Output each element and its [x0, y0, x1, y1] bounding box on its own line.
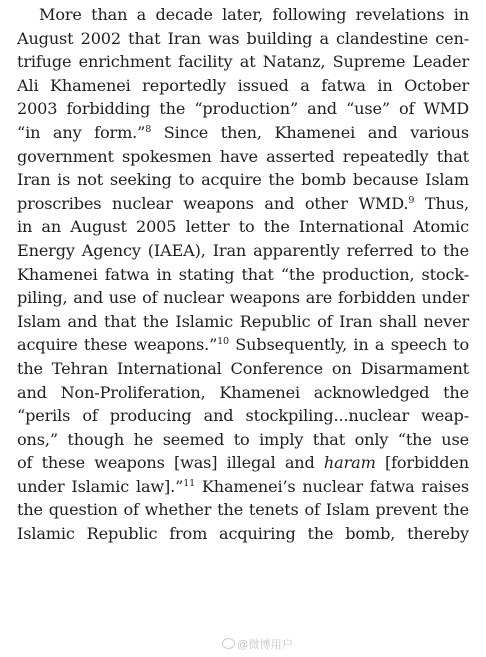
text-segment: proscribes nuclear weapons and other WMD. — [17, 193, 409, 213]
text-line — [17, 50, 469, 74]
watermark — [222, 636, 293, 652]
text-line — [17, 27, 469, 51]
text-line — [17, 97, 469, 121]
watermark-text: @微博用户 — [237, 639, 294, 651]
text-segment: acquire these weapons.” — [17, 335, 218, 355]
text-segment: More than a decade later, following revelations in — [39, 5, 469, 24]
italic-term: haram — [323, 453, 376, 473]
text-segment: trifuge enrichment facility at Natanz, Supreme Leader — [17, 52, 469, 72]
text-segment: government spokesmen have asserted repeatedly that — [17, 146, 469, 166]
text-segment: Iran is not seeking to acquire the bomb because Islam — [17, 170, 469, 190]
text-segment: Khamenei’s nuclear fatwa raises — [195, 476, 469, 496]
text-line — [17, 121, 469, 145]
text-line — [17, 475, 469, 499]
text-segment: Islam and that the Islamic Republic of Iran shall never — [17, 311, 469, 331]
text-segment: “perils of producing and stockpiling...nuclear weap- — [17, 406, 469, 426]
text-segment: “in any form.” — [17, 122, 146, 142]
text-segment: [forbidden — [375, 453, 469, 473]
text-line — [17, 3, 469, 27]
text-segment: Thus, — [414, 193, 469, 213]
text-segment: the question of whether the tenets of Islam prevent the — [17, 500, 469, 520]
text-segment: under Islamic law].” — [17, 476, 184, 496]
text-segment: ons,” though he seemed to imply that only “the use — [17, 429, 469, 449]
text-line — [17, 522, 469, 546]
text-segment: Energy Agency (IAEA), Iran apparently referred to the — [17, 240, 469, 260]
text-line — [17, 451, 469, 475]
text-segment: and Non-Proliferation, Khamenei acknowledged the — [17, 382, 469, 402]
text-line — [17, 286, 469, 310]
text-line — [17, 381, 469, 405]
body-paragraph — [17, 3, 469, 546]
text-line — [17, 145, 469, 169]
text-segment: of these weapons [was] illegal and — [17, 453, 324, 473]
text-segment: Islamic Republic from acquiring the bomb, thereby — [17, 524, 469, 544]
text-segment: Subsequently, in a speech to — [228, 335, 469, 355]
text-line — [17, 74, 469, 98]
text-line — [17, 168, 469, 192]
footnote-marker: 11 — [183, 477, 195, 489]
text-line — [17, 310, 469, 334]
footnote-marker: 9 — [408, 194, 415, 206]
text-segment: in an August 2005 letter to the International Atomic — [17, 217, 469, 237]
text-line — [17, 404, 469, 428]
text-segment: the Tehran International Conference on Disarmament — [17, 358, 469, 378]
text-line — [17, 357, 469, 381]
text-segment: Since then, Khamenei and various — [151, 122, 469, 142]
text-line — [17, 498, 469, 522]
text-line — [17, 333, 469, 357]
footnote-marker: 10 — [217, 336, 229, 348]
text-line — [17, 215, 469, 239]
text-segment: 2003 forbidding the “production” and “use” of WMD — [17, 99, 469, 119]
text-segment: August 2002 that Iran was building a clandestine cen- — [17, 28, 469, 48]
document-page — [17, 0, 469, 546]
text-segment: Khamenei fatwa in stating that “the production, stock- — [17, 264, 469, 284]
text-line — [17, 263, 469, 287]
text-segment: Ali Khamenei reportedly issued a fatwa in October — [17, 75, 469, 95]
text-line — [17, 428, 469, 452]
text-line — [17, 192, 469, 216]
text-line — [17, 239, 469, 263]
footnote-marker: 8 — [145, 123, 152, 135]
text-segment: piling, and use of nuclear weapons are forbidden under — [17, 288, 469, 308]
watermark-logo-icon — [222, 638, 235, 649]
